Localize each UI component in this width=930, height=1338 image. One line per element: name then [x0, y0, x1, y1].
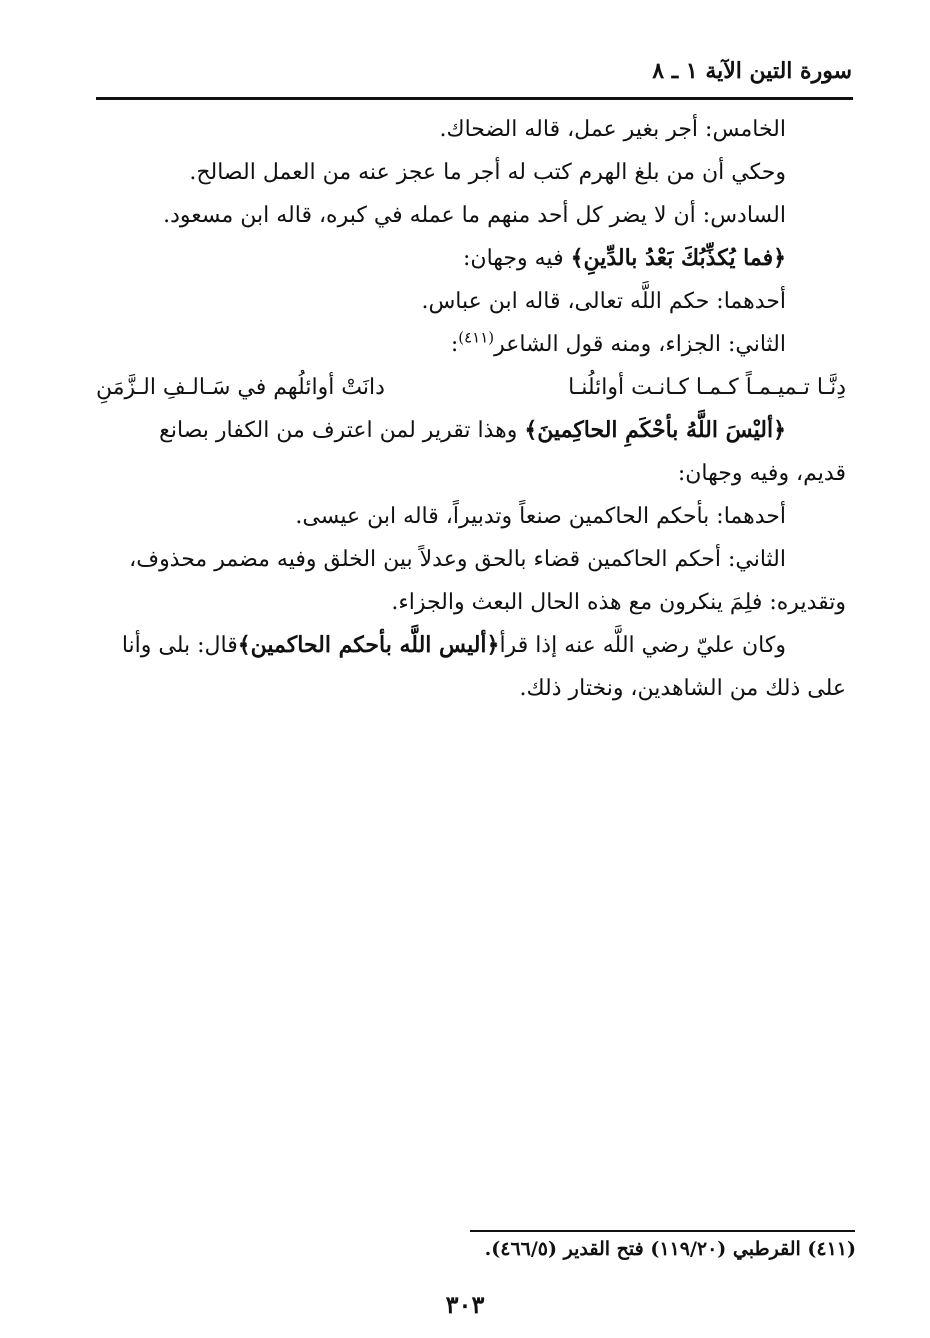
paragraph-verse-7-text: فيه وجهان: — [463, 246, 571, 271]
paragraph-first-view-verse-7: أحدهما: حكم اللَّه تعالى، قاله ابن عباس. — [421, 289, 786, 314]
poetry-verse — [96, 366, 846, 409]
paragraph-first-view-verse-8: أحدهما: بأحكم الحاكمين صنعاً وتدبيراً، قاله ابن عيسى. — [295, 504, 786, 529]
footnote-411: (٤١١) القرطبي (١١٩/٢٠) فتح القدير (٤٦٦/٥). — [484, 1238, 856, 1260]
paragraph-second-view-verse-7 — [96, 323, 846, 366]
paragraph-verse-8-continued: قديم، وفيه وجهان: — [677, 461, 846, 486]
quran-quote-verse-7: ﴿فما يُكذِّبُكَ بَعْدُ بالدِّينِ﴾ — [570, 245, 786, 271]
body-text — [96, 108, 846, 710]
paragraph-second-view-verse-8: الثاني: أحكم الحاكمين قضاء بالحق وعدلاً بين الخلق وفيه مضمر محذوف، — [129, 547, 786, 572]
paragraph-narration: وحكي أن من بلغ الهرم كتب له أجر ما عجز عنه من العمل الصالح. — [189, 160, 786, 185]
quran-quote-verse-8: ﴿أليْسَ اللَّهُ بأحْكَمِ الحاكِمينَ﴾ — [524, 417, 786, 443]
paragraph-verse-8 — [96, 409, 846, 452]
paragraph-second-view-text: الثاني: الجزاء، ومنه قول الشاعر — [494, 332, 786, 357]
paragraph-fifth-opinion: الخامس: أجر بغير عمل، قاله الضحاك. — [439, 117, 786, 142]
quran-quote-ali: ﴿أليس اللَّه بأحكم الحاكمين﴾ — [237, 632, 500, 658]
paragraph-verse-8-text: وهذا تقرير لمن اعترف من الكفار بصانع — [159, 418, 525, 443]
paragraph-sixth-opinion: السادس: أن لا يضر كل أحد منهم ما عمله في كبره، قاله ابن مسعود. — [163, 203, 786, 228]
header-rule — [96, 97, 853, 100]
poetry-second-hemistich: دانَتْ أوائلُهم في سَـالـفِ الـزَّمَنِ — [96, 375, 385, 400]
paragraph-ali-narration-end: قال: بلى وأنا — [121, 633, 238, 658]
paragraph-ali-narration — [96, 624, 846, 667]
footnote-reference: (٤١١) — [458, 328, 495, 347]
paragraph-verse-7 — [96, 237, 846, 280]
running-header: سورة التين الآية ١ ـ ٨ — [652, 58, 852, 84]
footnote-rule — [470, 1230, 855, 1232]
page-number: ٣٠٣ — [445, 1290, 485, 1319]
paragraph-ali-narration-continued: على ذلك من الشاهدين، ونختار ذلك. — [519, 676, 846, 701]
paragraph-ali-narration-start: وكان عليّ رضي اللَّه عنه إذا قرأ — [499, 633, 786, 658]
paragraph-second-view-colon: : — [450, 332, 459, 357]
poetry-first-hemistich: دِنَّـا تـميـمـاً كـمـا كـانـت أوائلُنـا — [568, 375, 846, 400]
paragraph-second-view-verse-8-continued: وتقديره: فلِمَ ينكرون مع هذه الحال البعث والجزاء. — [391, 590, 846, 615]
